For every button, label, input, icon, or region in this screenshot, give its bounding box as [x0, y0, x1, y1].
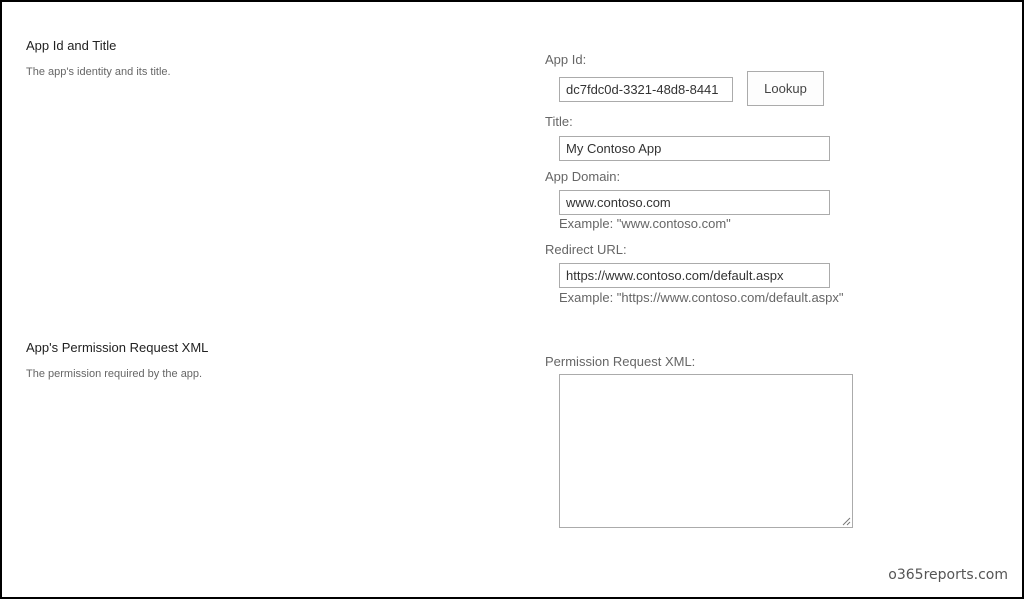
app-id-label: App Id: [545, 52, 587, 67]
permission-xml-textarea[interactable] [559, 374, 853, 528]
app-id-input[interactable] [559, 77, 733, 102]
lookup-button[interactable]: Lookup [747, 71, 824, 106]
app-domain-label: App Domain: [545, 169, 621, 184]
watermark-text: o365reports.com [888, 567, 1008, 583]
app-domain-example: Example: "www.contoso.com" [559, 216, 731, 231]
section-title-app-id: App Id and Title [26, 38, 117, 53]
section-description-permission-xml: The permission required by the app. [26, 368, 203, 380]
title-label: Title: [545, 114, 573, 129]
title-input[interactable] [559, 136, 830, 161]
section-title-permission-xml: App's Permission Request XML [26, 340, 209, 355]
section-description-app-id: The app's identity and its title. [26, 66, 171, 78]
app-domain-input[interactable] [559, 190, 830, 215]
resize-grip-icon[interactable] [840, 515, 851, 526]
redirect-url-label: Redirect URL: [545, 242, 627, 257]
redirect-url-input[interactable] [559, 263, 830, 288]
redirect-url-example: Example: "https://www.contoso.com/default.aspx" [559, 290, 844, 305]
permission-xml-label: Permission Request XML: [545, 354, 696, 369]
